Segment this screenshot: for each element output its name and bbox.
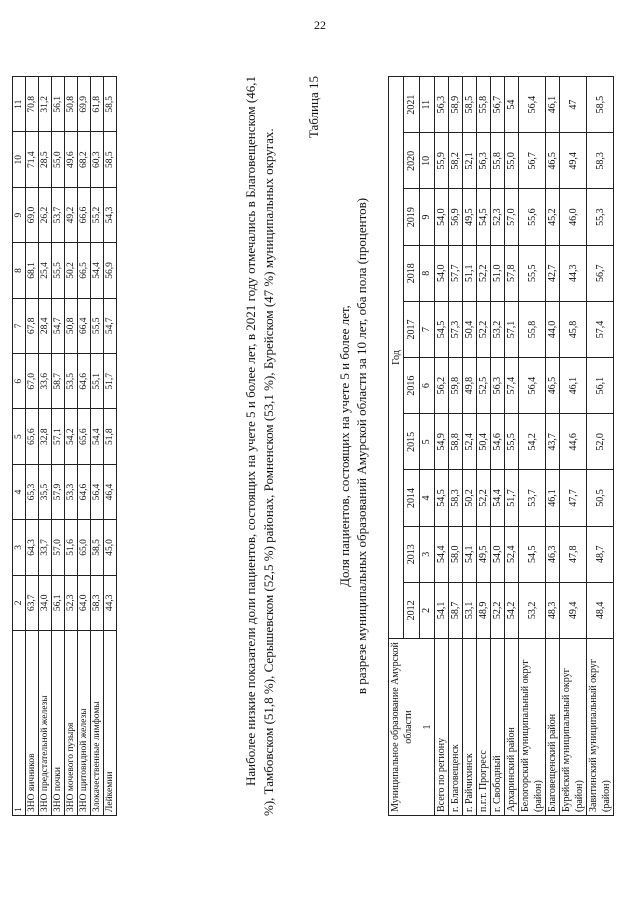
row-label: Злокачественные лимфомы <box>91 631 104 816</box>
top-table-header-cell: 6 <box>13 354 26 409</box>
value-cell: 58,2 <box>449 133 463 189</box>
value-cell: 51,0 <box>491 245 505 301</box>
value-cell: 45,2 <box>546 189 560 245</box>
value-cell: 42,7 <box>546 245 560 301</box>
value-cell: 54,5 <box>435 470 449 526</box>
value-cell: 56,4 <box>519 77 546 133</box>
value-cell: 55,8 <box>519 301 546 357</box>
value-cell: 55,5 <box>505 414 519 470</box>
value-cell: 51,7 <box>505 470 519 526</box>
value-cell: 55,5 <box>91 298 104 353</box>
value-cell: 65,6 <box>78 409 91 464</box>
value-cell: 61,8 <box>91 77 104 132</box>
value-cell: 58,3 <box>587 133 614 189</box>
value-cell: 44,0 <box>546 301 560 357</box>
value-cell: 46,4 <box>104 464 117 519</box>
value-cell: 46,1 <box>546 470 560 526</box>
value-cell: 31,2 <box>39 77 52 132</box>
municipality-name: г. Райчихинск <box>463 639 477 816</box>
value-cell: 33,6 <box>39 354 52 409</box>
value-cell: 56,7 <box>519 133 546 189</box>
value-cell: 56,1 <box>587 358 614 414</box>
main-table-row <box>477 77 491 816</box>
value-cell: 52,2 <box>477 470 491 526</box>
top-table-row <box>104 77 117 816</box>
value-cell: 52,2 <box>477 245 491 301</box>
value-cell: 53,2 <box>519 582 546 638</box>
value-cell: 50,4 <box>463 301 477 357</box>
value-cell: 55,1 <box>91 354 104 409</box>
value-cell: 64,3 <box>26 520 39 575</box>
table-label: Таблица 15 <box>306 76 321 139</box>
value-cell: 54,5 <box>519 526 546 582</box>
row-label: ЗНО щитовидной железы <box>78 631 91 816</box>
year-header-cell: 2019 <box>404 189 419 245</box>
column-number-cell: 11 <box>419 77 434 133</box>
value-cell: 58,8 <box>449 414 463 470</box>
value-cell: 57,1 <box>505 301 519 357</box>
value-cell: 46,5 <box>546 358 560 414</box>
caption-line-1: Доля пациентов, состоящих на учете 5 и более лет, <box>337 305 352 587</box>
value-cell: 66,5 <box>78 243 91 298</box>
main-table-row <box>546 77 560 816</box>
column-number-cell: 9 <box>419 189 434 245</box>
year-header-cell: 2020 <box>404 133 419 189</box>
value-cell: 71,4 <box>26 132 39 187</box>
top-table-body <box>26 77 117 816</box>
value-cell: 49,5 <box>463 189 477 245</box>
value-cell: 44,3 <box>104 575 117 630</box>
value-cell: 56,1 <box>52 77 65 132</box>
municipality-name: Белогорский муниципальный округ (район) <box>519 639 546 816</box>
municipality-name: п.г.т. Прогресс <box>477 639 491 816</box>
value-cell: 54,4 <box>491 470 505 526</box>
corner-header-index: 1 <box>422 724 433 730</box>
value-cell: 54,4 <box>91 243 104 298</box>
value-cell: 53,7 <box>519 470 546 526</box>
main-table <box>388 76 614 816</box>
value-cell: 55,8 <box>491 133 505 189</box>
value-cell: 57,8 <box>505 245 519 301</box>
value-cell: 52,4 <box>505 526 519 582</box>
value-cell: 56,7 <box>587 245 614 301</box>
value-cell: 54,5 <box>477 189 491 245</box>
row-label: ЗНО яичников <box>26 631 39 816</box>
value-cell: 54,4 <box>91 409 104 464</box>
main-table-row <box>587 77 614 816</box>
column-number-cell: 3 <box>419 526 434 582</box>
top-table-header-cell: 7 <box>13 298 26 353</box>
value-cell: 56,4 <box>519 358 546 414</box>
body-paragraph: Наиболее низкие показатели доли пациентов, состоящих на учете 5 и более лет, в 2021 году отмечались в Благовещенском (46,1 %), Тамбовском (51,8 %), Серышевском (52,5 %) районах, Ромненском (53,1 %), Бурейском (47 %) муниципальных округах. <box>243 76 276 816</box>
value-cell: 53,3 <box>65 464 78 519</box>
top-table-header-row <box>13 77 26 816</box>
main-table-body <box>435 77 614 816</box>
value-cell: 56,3 <box>491 358 505 414</box>
value-cell: 46,1 <box>560 358 587 414</box>
value-cell: 67,0 <box>26 354 39 409</box>
value-cell: 58,5 <box>104 77 117 132</box>
value-cell: 32,8 <box>39 409 52 464</box>
municipality-name: г. Свободный <box>491 639 505 816</box>
value-cell: 57,9 <box>52 464 65 519</box>
value-cell: 54,7 <box>104 298 117 353</box>
value-cell: 57,3 <box>449 301 463 357</box>
value-cell: 28,4 <box>39 298 52 353</box>
value-cell: 55,0 <box>52 132 65 187</box>
value-cell: 54,7 <box>52 298 65 353</box>
value-cell: 48,3 <box>546 582 560 638</box>
value-cell: 68,2 <box>78 132 91 187</box>
value-cell: 55,5 <box>52 243 65 298</box>
value-cell: 58,5 <box>91 520 104 575</box>
value-cell: 66,4 <box>78 298 91 353</box>
value-cell: 57,0 <box>52 520 65 575</box>
year-group-header: Год <box>389 77 404 639</box>
value-cell: 64,0 <box>78 575 91 630</box>
value-cell: 46,1 <box>546 77 560 133</box>
top-table-row <box>91 77 104 816</box>
value-cell: 53,7 <box>52 187 65 242</box>
value-cell: 58,9 <box>449 77 463 133</box>
value-cell: 54,2 <box>505 582 519 638</box>
value-cell: 54,3 <box>104 187 117 242</box>
municipality-name: Бурейский муниципальный округ (район) <box>560 639 587 816</box>
value-cell: 54,0 <box>435 189 449 245</box>
value-cell: 51,1 <box>463 245 477 301</box>
value-cell: 54,5 <box>435 301 449 357</box>
value-cell: 47 <box>560 77 587 133</box>
caption-line-2: в разрезе муниципальных образований Амурской области за 10 лет, оба пола (процентов) <box>354 197 369 695</box>
municipality-name: Завитинский муниципальный округ (район) <box>587 639 614 816</box>
top-table-header-cell: 9 <box>13 187 26 242</box>
corner-header-cell <box>389 639 435 816</box>
top-table-header-cell: 2 <box>13 575 26 630</box>
main-table-row <box>491 77 505 816</box>
value-cell: 54,2 <box>65 409 78 464</box>
value-cell: 52,3 <box>65 575 78 630</box>
rotated-content <box>12 46 612 846</box>
value-cell: 67,8 <box>26 298 39 353</box>
main-table-row <box>435 77 449 816</box>
row-label: Лейкемии <box>104 631 117 816</box>
value-cell: 52,2 <box>477 301 491 357</box>
value-cell: 48,7 <box>587 526 614 582</box>
top-table <box>12 76 117 816</box>
value-cell: 45,8 <box>560 301 587 357</box>
value-cell: 51,6 <box>65 520 78 575</box>
top-table-header-cell: 11 <box>13 77 26 132</box>
value-cell: 47,7 <box>560 470 587 526</box>
value-cell: 52,3 <box>491 189 505 245</box>
value-cell: 58,3 <box>91 575 104 630</box>
value-cell: 46,0 <box>560 189 587 245</box>
corner-header-text: Муниципальное образование Амурской области <box>390 642 414 812</box>
value-cell: 64,6 <box>78 464 91 519</box>
value-cell: 55,8 <box>477 77 491 133</box>
column-number-cell: 5 <box>419 414 434 470</box>
value-cell: 58,5 <box>587 77 614 133</box>
top-table-header-cell: 3 <box>13 520 26 575</box>
row-label: ЗНО почки <box>52 631 65 816</box>
column-number-cell: 7 <box>419 301 434 357</box>
value-cell: 57,4 <box>587 301 614 357</box>
top-table-header-cell: 4 <box>13 464 26 519</box>
value-cell: 65,0 <box>78 520 91 575</box>
year-header-cell: 2014 <box>404 470 419 526</box>
value-cell: 54,2 <box>519 414 546 470</box>
value-cell: 56,1 <box>52 575 65 630</box>
value-cell: 48,9 <box>477 582 491 638</box>
value-cell: 69,0 <box>26 187 39 242</box>
year-header-cell: 2017 <box>404 301 419 357</box>
municipality-name: г. Благовещенск <box>449 639 463 816</box>
main-table-row <box>449 77 463 816</box>
value-cell: 63,7 <box>26 575 39 630</box>
table-caption <box>336 76 370 816</box>
value-cell: 51,8 <box>104 409 117 464</box>
value-cell: 57,0 <box>505 189 519 245</box>
column-number-cell: 10 <box>419 133 434 189</box>
value-cell: 69,9 <box>78 77 91 132</box>
value-cell: 52,0 <box>587 414 614 470</box>
value-cell: 56,3 <box>477 133 491 189</box>
value-cell: 49,2 <box>65 187 78 242</box>
value-cell: 54 <box>505 77 519 133</box>
value-cell: 58,5 <box>104 132 117 187</box>
value-cell: 46,3 <box>546 526 560 582</box>
top-table-row <box>39 77 52 816</box>
main-table-row <box>519 77 546 816</box>
page-number: 22 <box>314 18 326 32</box>
value-cell: 46,5 <box>546 133 560 189</box>
value-cell: 56,4 <box>91 464 104 519</box>
value-cell: 57,4 <box>505 358 519 414</box>
column-number-cell: 4 <box>419 470 434 526</box>
value-cell: 52,1 <box>463 133 477 189</box>
top-table-row <box>52 77 65 816</box>
municipality-name: Всего по региону <box>435 639 449 816</box>
value-cell: 49,4 <box>560 133 587 189</box>
value-cell: 49,8 <box>463 358 477 414</box>
value-cell: 58,5 <box>463 77 477 133</box>
row-label: ЗНО предстательной железы <box>39 631 52 816</box>
value-cell: 44,3 <box>560 245 587 301</box>
value-cell: 53,2 <box>491 301 505 357</box>
value-cell: 58,0 <box>449 526 463 582</box>
top-table-row <box>78 77 91 816</box>
municipality-name: Архаринский район <box>505 639 519 816</box>
value-cell: 58,7 <box>52 354 65 409</box>
year-header-cell: 2012 <box>404 582 419 638</box>
top-table-row <box>65 77 78 816</box>
value-cell: 65,6 <box>26 409 39 464</box>
top-table-header-cell: 1 <box>13 631 26 816</box>
value-cell: 58,7 <box>449 582 463 638</box>
value-cell: 50,2 <box>65 243 78 298</box>
value-cell: 45,0 <box>104 520 117 575</box>
value-cell: 43,7 <box>546 414 560 470</box>
column-number-cell: 8 <box>419 245 434 301</box>
value-cell: 49,4 <box>560 582 587 638</box>
value-cell: 50,4 <box>477 414 491 470</box>
top-table-header-cell: 10 <box>13 132 26 187</box>
value-cell: 56,2 <box>435 358 449 414</box>
value-cell: 55,0 <box>505 133 519 189</box>
main-table-row <box>505 77 519 816</box>
value-cell: 50,5 <box>587 470 614 526</box>
value-cell: 52,4 <box>463 414 477 470</box>
year-header-cell: 2013 <box>404 526 419 582</box>
value-cell: 26,2 <box>39 187 52 242</box>
value-cell: 33,7 <box>39 520 52 575</box>
value-cell: 54,9 <box>435 414 449 470</box>
main-table-row <box>463 77 477 816</box>
top-table-header-cell: 5 <box>13 409 26 464</box>
value-cell: 59,8 <box>449 358 463 414</box>
value-cell: 50,2 <box>463 470 477 526</box>
value-cell: 34,0 <box>39 575 52 630</box>
main-table-row <box>560 77 587 816</box>
column-number-cell: 2 <box>419 582 434 638</box>
value-cell: 49,6 <box>65 132 78 187</box>
year-header-cell: 2021 <box>404 77 419 133</box>
value-cell: 54,0 <box>435 245 449 301</box>
value-cell: 57,7 <box>449 245 463 301</box>
value-cell: 56,9 <box>104 243 117 298</box>
value-cell: 47,8 <box>560 526 587 582</box>
main-table-header-row-1 <box>389 77 404 816</box>
value-cell: 56,7 <box>491 77 505 133</box>
value-cell: 64,6 <box>78 354 91 409</box>
value-cell: 56,3 <box>435 77 449 133</box>
value-cell: 55,6 <box>519 189 546 245</box>
value-cell: 60,3 <box>91 132 104 187</box>
value-cell: 54,0 <box>491 526 505 582</box>
value-cell: 55,5 <box>519 245 546 301</box>
value-cell: 28,5 <box>39 132 52 187</box>
value-cell: 55,2 <box>91 187 104 242</box>
value-cell: 52,2 <box>491 582 505 638</box>
value-cell: 53,1 <box>463 582 477 638</box>
value-cell: 44,6 <box>560 414 587 470</box>
value-cell: 58,3 <box>449 470 463 526</box>
value-cell: 48,4 <box>587 582 614 638</box>
value-cell: 52,5 <box>477 358 491 414</box>
value-cell: 49,5 <box>477 526 491 582</box>
value-cell: 54,1 <box>463 526 477 582</box>
year-header-cell: 2015 <box>404 414 419 470</box>
value-cell: 53,5 <box>65 354 78 409</box>
top-table-header-cell: 8 <box>13 243 26 298</box>
column-number-cell: 6 <box>419 358 434 414</box>
value-cell: 35,5 <box>39 464 52 519</box>
value-cell: 66,6 <box>78 187 91 242</box>
value-cell: 70,8 <box>26 77 39 132</box>
value-cell: 50,8 <box>65 77 78 132</box>
value-cell: 68,1 <box>26 243 39 298</box>
value-cell: 56,9 <box>449 189 463 245</box>
value-cell: 65,3 <box>26 464 39 519</box>
value-cell: 54,4 <box>435 526 449 582</box>
value-cell: 25,4 <box>39 243 52 298</box>
value-cell: 51,7 <box>104 354 117 409</box>
year-header-cell: 2016 <box>404 358 419 414</box>
row-label: ЗНО мочевого пузыря <box>65 631 78 816</box>
value-cell: 57,1 <box>52 409 65 464</box>
municipality-name: Благовещенский район <box>546 639 560 816</box>
value-cell: 55,9 <box>435 133 449 189</box>
value-cell: 54,1 <box>435 582 449 638</box>
year-header-cell: 2018 <box>404 245 419 301</box>
top-table-row <box>26 77 39 816</box>
value-cell: 55,3 <box>587 189 614 245</box>
value-cell: 54,6 <box>491 414 505 470</box>
value-cell: 50,8 <box>65 298 78 353</box>
